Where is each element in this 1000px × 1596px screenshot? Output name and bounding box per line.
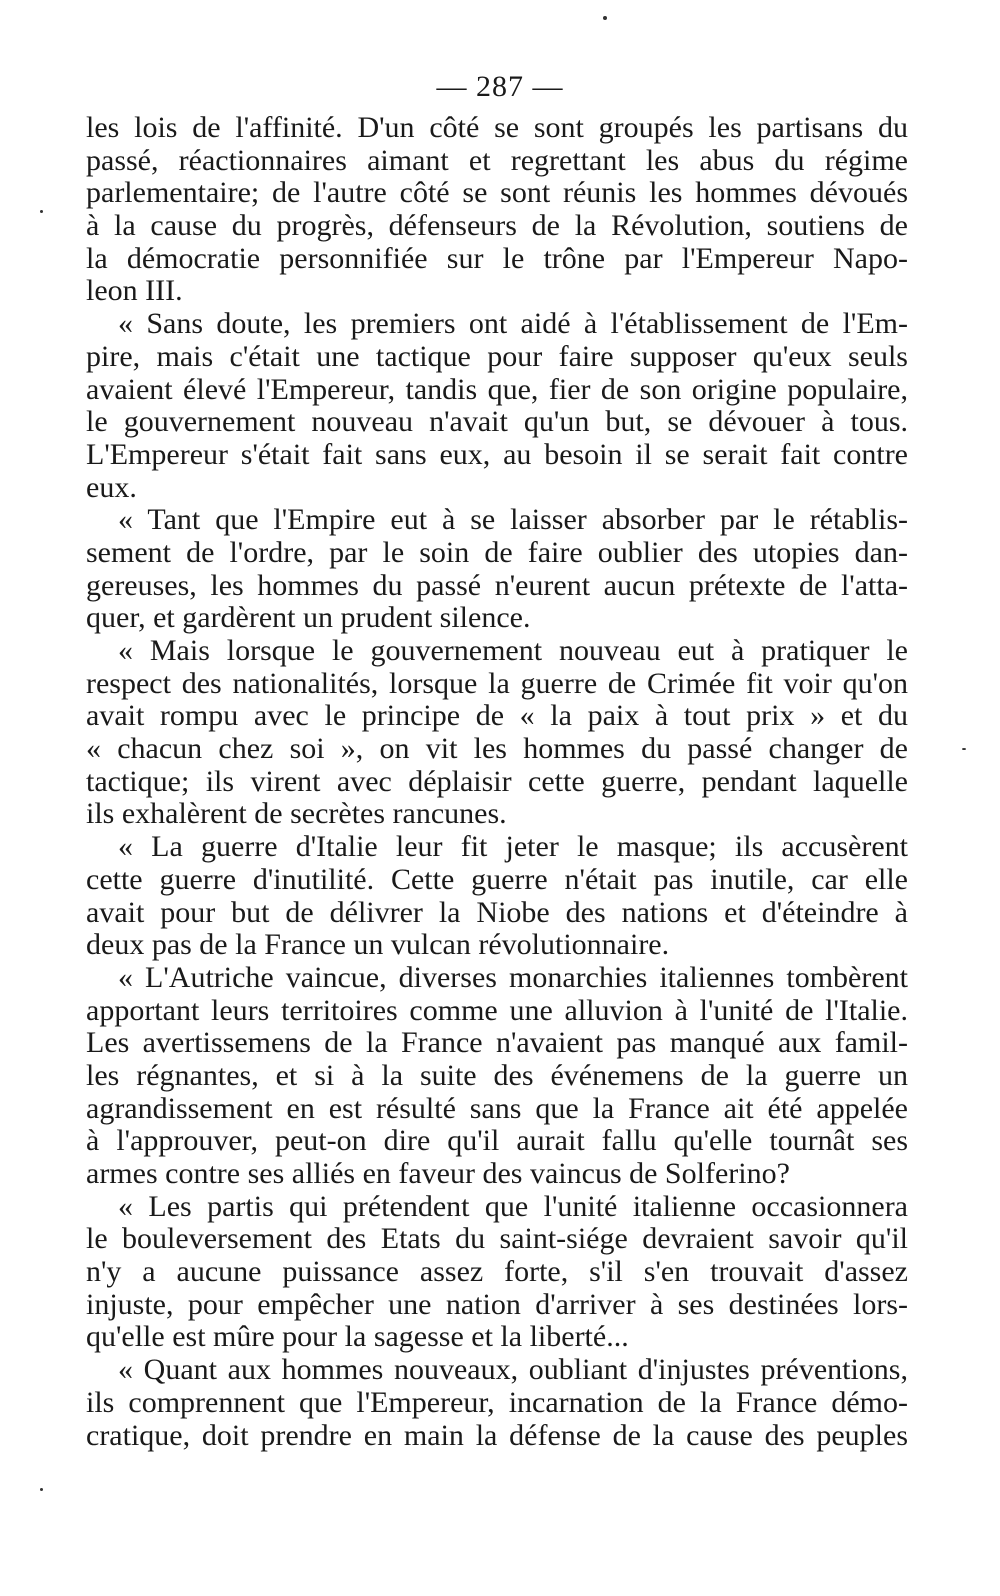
- text-line: parlementaire; de l'autre côté se sont réunis les hommes dévoués: [86, 176, 908, 210]
- text-line: cette guerre d'inutilité. Cette guerre n'était pas inutile, car elle: [86, 862, 908, 896]
- scan-speck: [40, 210, 43, 213]
- text-line: agrandissement en est résulté sans que la France ait été appelée: [86, 1091, 908, 1125]
- text-line: « Sans doute, les premiers ont aidé à l'établissement de l'Em-: [118, 307, 908, 341]
- text-line: le gouvernement nouveau n'avait qu'un but, se dévouer à tous.: [86, 405, 908, 439]
- text-line: injuste, pour empêcher une nation d'arriver à ses destinées lors-: [86, 1287, 908, 1321]
- text-line: armes contre ses alliés en faveur des vaincus de Solferino?: [86, 1157, 790, 1190]
- text-line: respect des nationalités, lorsque la guerre de Crimée fit voir qu'on: [86, 666, 908, 700]
- text-line: « Quant aux hommes nouveaux, oubliant d'injustes préventions,: [118, 1353, 908, 1387]
- text-line: L'Empereur s'était fait sans eux, au besoin il se serait fait contre: [86, 437, 908, 471]
- text-line: « Les partis qui prétendent que l'unité italienne occasionnera: [118, 1189, 908, 1223]
- text-line: avait pour but de délivrer la Niobe des nations et d'éteindre à: [86, 895, 908, 929]
- text-line: avaient élevé l'Empereur, tandis que, fier de son origine populaire,: [86, 372, 908, 406]
- text-line: « chacun chez soi », on vit les hommes du passé changer de: [86, 732, 908, 766]
- scan-speck: [962, 748, 966, 750]
- text-line: la démocratie personnifiée sur le trône par l'Empereur Napo-: [86, 241, 908, 275]
- text-line: « La guerre d'Italie leur fit jeter le masque; ils accusèrent: [118, 830, 908, 864]
- page-text: [86, 112, 908, 1452]
- text-line: sement de l'ordre, par le soin de faire oublier des utopies dan-: [86, 535, 908, 569]
- text-line: « Mais lorsque le gouvernement nouveau eut à pratiquer le: [118, 634, 908, 667]
- text-line: pire, mais c'était une tactique pour faire supposer qu'eux seuls: [86, 339, 908, 373]
- text-line: ils exhalèrent de secrètes rancunes.: [86, 797, 507, 831]
- text-line: tactique; ils virent avec déplaisir cette guerre, pendant laquelle: [86, 764, 908, 798]
- page-number: — 287 —: [436, 70, 564, 103]
- text-line: gereuses, les hommes du passé n'eurent aucun prétexte de l'atta-: [86, 568, 908, 602]
- text-line: passé, réactionnaires aimant et regrettant les abus du régime: [86, 143, 908, 177]
- text-line: avait rompu avec le principe de « la paix à tout prix » et du: [86, 699, 908, 733]
- text-line: cratique, doit prendre en main la défense de la cause des peuples: [86, 1418, 908, 1452]
- text-line: qu'elle est mûre pour la sagesse et la liberté...: [86, 1320, 629, 1354]
- text-line: à la cause du progrès, défenseurs de la Révolution, soutiens de: [86, 209, 908, 243]
- text-line: Les avertissemens de la France n'avaient pas manqué aux famil-: [86, 1026, 908, 1060]
- text-line: les régnantes, et si à la suite des événemens de la guerre un: [86, 1058, 908, 1092]
- text-line: n'y a aucune puissance assez forte, s'il s'en trouvait d'assez: [86, 1255, 908, 1289]
- text-line: le bouleversement des Etats du saint-siége devraient savoir qu'il: [86, 1222, 908, 1256]
- text-line: les lois de l'affinité. D'un côté se sont groupés les partisans du: [86, 111, 908, 144]
- text-line: « L'Autriche vaincue, diverses monarchies italiennes tombèrent: [118, 960, 908, 994]
- text-line: ils comprennent que l'Empereur, incarnation de la France démo-: [86, 1385, 908, 1419]
- text-line: eux.: [86, 470, 137, 504]
- text-line: leon III.: [86, 274, 183, 308]
- text-line: apportant leurs territoires comme une alluvion à l'unité de l'Italie.: [86, 993, 908, 1027]
- scan-speck: [40, 1488, 43, 1491]
- text-line: « Tant que l'Empire eut à se laisser absorber par le rétablis-: [118, 503, 908, 537]
- text-line: à l'approuver, peut-on dire qu'il aurait fallu qu'elle tournât ses: [86, 1124, 908, 1158]
- text-line: deux pas de la France un vulcan révolutionnaire.: [86, 928, 670, 962]
- scan-speck: [603, 16, 607, 20]
- text-line: quer, et gardèrent un prudent silence.: [86, 601, 531, 635]
